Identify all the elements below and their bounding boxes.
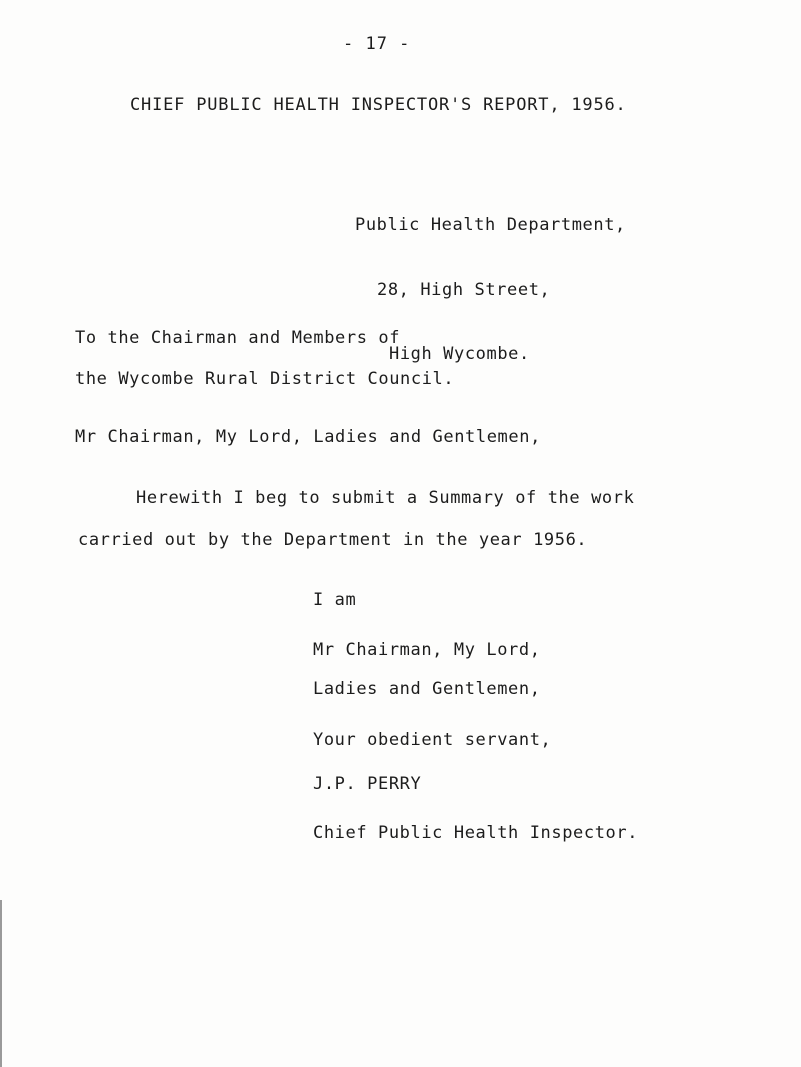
closing-line: Mr Chairman, My Lord, [313, 640, 541, 660]
addressee-line: To the Chairman and Members of [75, 328, 401, 348]
page-number: - 17 - [343, 34, 411, 54]
scan-margin-edge [0, 900, 2, 1067]
signatory-name: J.P. PERRY [313, 774, 422, 794]
address-line: 28, High Street, [377, 279, 551, 300]
closing-line: Ladies and Gentlemen, [313, 679, 541, 699]
addressee-line: the Wycombe Rural District Council. [75, 369, 455, 389]
body-line: carried out by the Department in the year 1956. [78, 530, 588, 550]
body-line: Herewith I beg to submit a Summary of the work [136, 488, 635, 508]
report-title: CHIEF PUBLIC HEALTH INSPECTOR'S REPORT, 1956. [130, 95, 627, 115]
address-line: Public Health Department, [355, 215, 626, 235]
closing-line: Your obedient servant, [313, 730, 552, 750]
address-line: High Wycombe. [389, 344, 530, 364]
salutation: Mr Chairman, My Lord, Ladies and Gentlemen, [75, 427, 541, 447]
closing-line: I am [313, 590, 357, 610]
signatory-title: Chief Public Health Inspector. [313, 823, 639, 843]
